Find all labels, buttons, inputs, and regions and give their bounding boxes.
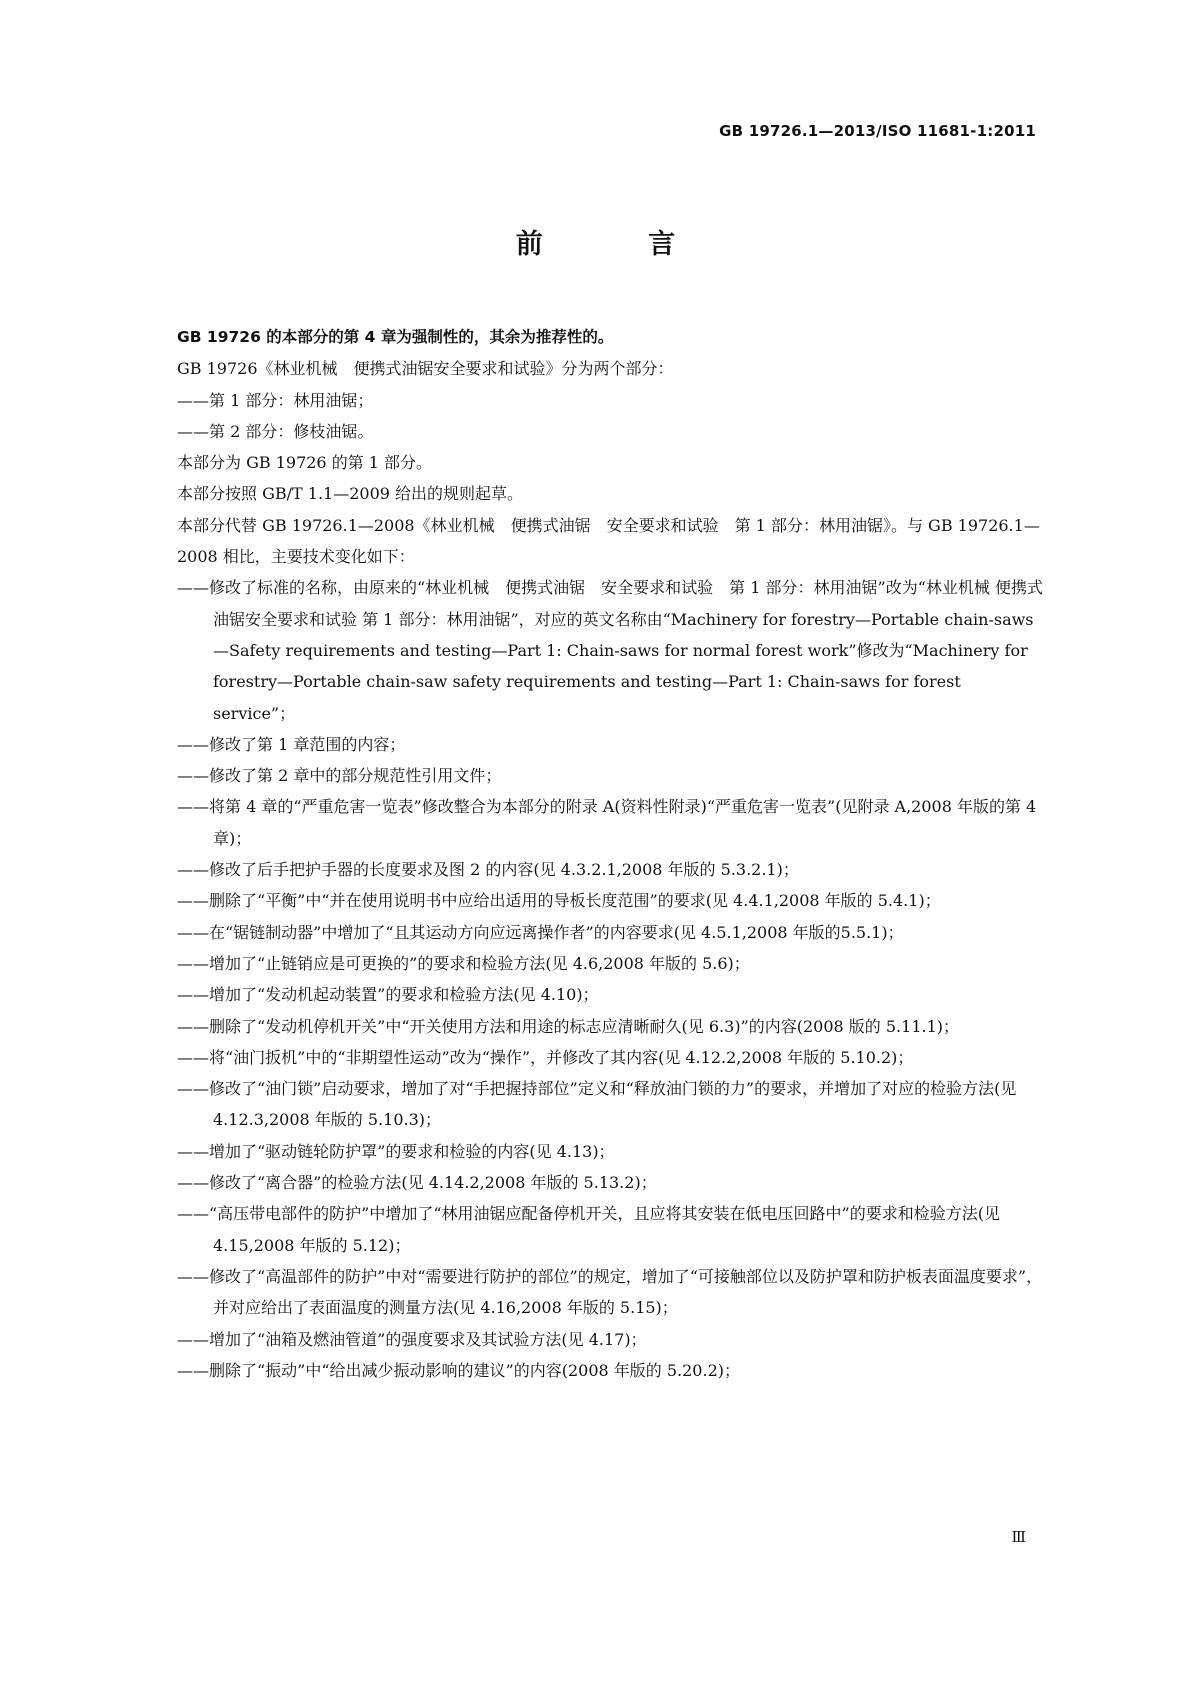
- change-item: ——增加了“油箱及燃油管道”的强度要求及其试验方法(见 4.17)；: [177, 1329, 647, 1349]
- change-item: ——增加了“发动机起动装置”的要求和检验方法(见 4.10)；: [177, 985, 599, 1005]
- page-title: 前 言: [515, 229, 724, 260]
- mandatory-statement: GB 19726 的本部分的第 4 章为强制性的，其余为推荐性的。: [177, 328, 614, 346]
- change-item: ——修改了“离合器”的检验方法(见 4.14.2,2008 年版的 5.13.2)；: [177, 1173, 657, 1193]
- change-item: ——在“锯链制动器”中增加了“且其运动方向应远离操作者”的内容要求(见 4.5.1,2008 年版的5.5.1)；: [177, 922, 904, 942]
- change-item: ——将“油门扳机”中的“非期望性运动”改为“操作”，并修改了其内容(见 4.12.2,2008 年版的 5.10.2)；: [177, 1047, 914, 1067]
- change-item: ——修改了“油门锁”启动要求，增加了对“手把握持部位”定义和“释放油门锁的力”的要求，并增加了对应的检验方法(见 4.12.3,2008 年版的 5.10.3)；: [177, 1079, 1017, 1130]
- paragraph-drafting-rules: 本部分按照 GB/T 1.1—2009 给出的规则起草。: [177, 484, 524, 504]
- paragraph-parts-intro: GB 19726《林业机械 便携式油锯安全要求和试验》分为两个部分：: [177, 359, 674, 379]
- change-item: ——修改了第 1 章范围的内容；: [177, 734, 406, 754]
- page-number: Ⅲ: [1011, 1528, 1026, 1546]
- paragraph-replaces: 本部分代替 GB 19726.1—2008《林业机械 便携式油锯 安全要求和试验 第 1 部分：林用油锯》。与 GB 19726.1—2008 相比，主要技术变化如下：: [177, 515, 1040, 567]
- standard-code: GB 19726.1—2013/ISO 11681-1:2011: [719, 122, 1036, 140]
- part-1-item: ——第 1 部分：林用油锯；: [177, 390, 374, 410]
- change-item: ——删除了“平衡”中“并在使用说明书中应给出适用的导板长度范围”的要求(见 4.4.1,2008 年版的 5.4.1)；: [177, 891, 941, 911]
- paragraph-part-of: 本部分为 GB 19726 的第 1 部分。: [177, 453, 433, 473]
- change-item: ——修改了第 2 章中的部分规范性引用文件；: [177, 766, 502, 786]
- change-item: ——将第 4 章的“严重危害一览表”修改整合为本部分的附录 A(资料性附录)“严重危害一览表”(见附录 A,2008 年版的第 4 章)；: [177, 797, 1037, 848]
- part-2-item: ——第 2 部分：修枝油锯。: [177, 421, 374, 441]
- change-item: ——“高压带电部件的防护”中增加了“林用油锯应配备停机开关，且应将其安装在低电压回路中”的要求和检验方法(见 4.15,2008 年版的 5.12)；: [177, 1204, 1000, 1255]
- change-item: ——删除了“发动机停机开关”中“开关使用方法和用途的标志应清晰耐久(见 6.3)”的内容(2008 版的 5.11.1)；: [177, 1016, 960, 1036]
- change-item: ——修改了标准的名称，由原来的“林业机械 便携式油锯 安全要求和试验 第 1 部分：林用油锯”改为“林业机械 便携式油锯安全要求和试验 第 1 部分：林用油锯”，对应的英文名称由“Machinery for forestry—Portable chain-saws —Safety requirements and testing—Part 1: Chain-saws for normal forest work”修改为“Machinery for forestry—Portable chain-saw safety requirements and testing—Part 1: Chain-saws for forest service”；: [177, 578, 1043, 723]
- change-item: ——增加了“驱动链轮防护罩”的要求和检验的内容(见 4.13)；: [177, 1141, 615, 1161]
- change-item: ——增加了“止链销应是可更换的”的要求和检验方法(见 4.6,2008 年版的 5.6)；: [177, 953, 750, 973]
- change-item: ——修改了“高温部件的防护”中对“需要进行防护的部位”的规定，增加了“可接触部位以及防护罩和防护板表面温度要求”，并对应给出了表面温度的测量方法(见 4.16,2008 年版的 5.15)；: [177, 1266, 1043, 1318]
- document-body: [177, 322, 1047, 1386]
- change-item: ——删除了“振动”中“给出减少振动影响的建议”的内容(2008 年版的 5.20.2)；: [177, 1360, 740, 1380]
- change-item: ——修改了后手把护手器的长度要求及图 2 的内容(见 4.3.2.1,2008 年版的 5.3.2.1)；: [177, 860, 799, 880]
